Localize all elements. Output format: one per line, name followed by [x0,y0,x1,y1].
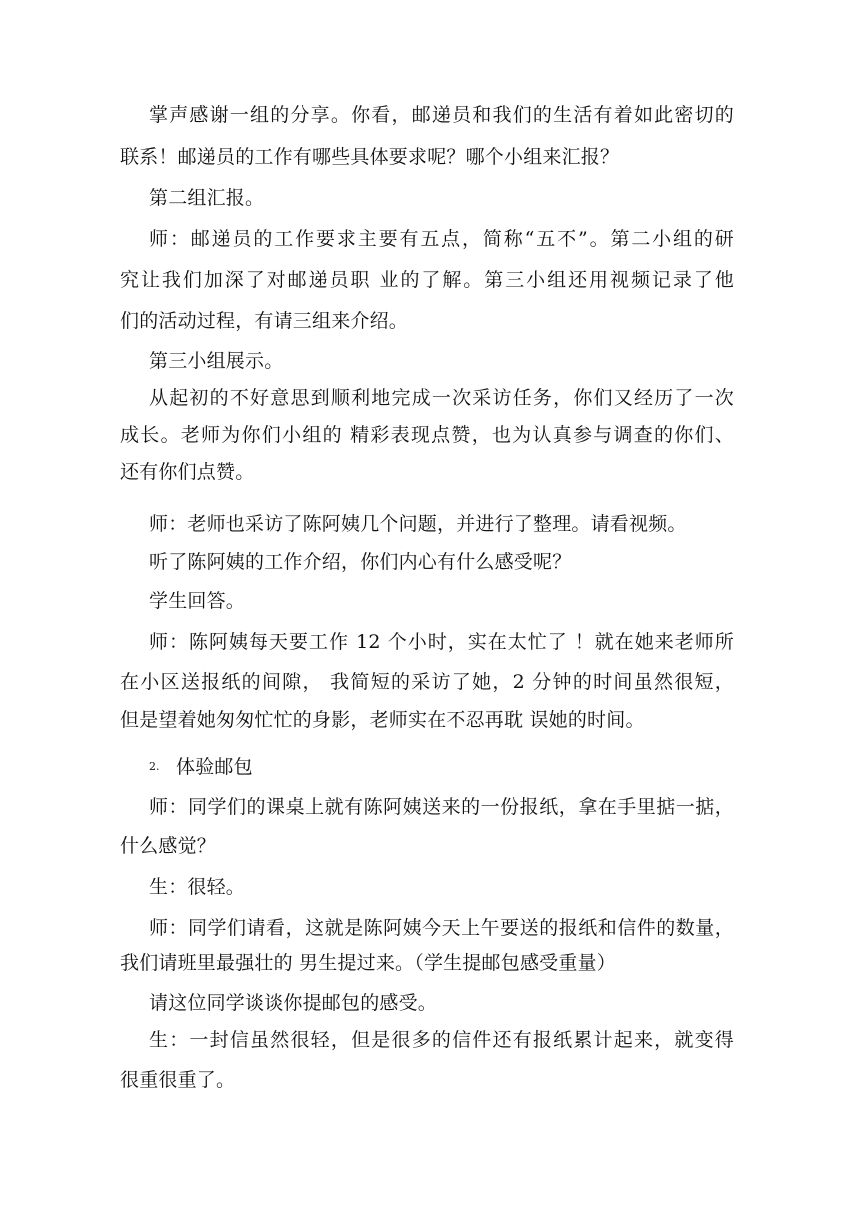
paragraph-line: 师：邮递员的工作要求主要有五点，简称“五不”。第二小组的研 [149,228,734,250]
paragraph-line: 什么感觉？ [120,835,217,857]
paragraph-line: 们的活动过程，有请三组来介绍。 [120,310,409,332]
paragraph-line: 师：同学们的课桌上就有陈阿姨送来的一份报纸，拿在手里掂一掂， [149,796,734,818]
paragraph-line: 师：同学们请看，这就是陈阿姨今天上午要送的报纸和信件的数量， [149,917,734,939]
paragraph-line: 听了陈阿姨的工作介绍，你们内心有什么感受呢？ [149,551,572,573]
paragraph-line: 联系！邮递员的工作有哪些具体要求呢？哪个小组来汇报？ [120,146,620,168]
paragraph-line: 学生回答。 [149,590,246,612]
paragraph-line: 师：陈阿姨每天要工作 12 个小时，实在太忙了 ！就在她来老师所 [149,631,734,653]
paragraph-line: 成长。老师为你们小组的 精彩表现点赞，也为认真参与调查的你们、 [120,424,734,446]
paragraph-line: 师：老师也采访了陈阿姨几个问题，并进行了整理。请看视频。 [149,513,687,535]
section-heading: 体验邮包 [176,756,253,778]
paragraph-line: 我们请班里最强壮的 男生提过来。（学生提邮包感受重量） [120,952,616,974]
list-number: 2. [149,760,160,773]
paragraph-line: 第二组汇报。 [149,187,265,209]
paragraph-line: 掌声感谢一组的分享。你看，邮递员和我们的生活有着如此密切的 [149,104,734,126]
paragraph-line: 第三小组展示。 [149,350,284,372]
paragraph-line: 请这位同学谈谈你提邮包的感受。 [149,992,438,1014]
paragraph-line: 生：很轻。 [149,876,246,898]
paragraph-line: 从起初的不好意思到顺利地完成一次采访任务，你们又经历了一次 [149,387,734,409]
paragraph-line: 究让我们加深了对邮递员职 业的了解。第三小组还用视频记录了他 [120,269,734,291]
paragraph-line: 但是望着她匆匆忙忙的身影，老师实在不忍再耽 误她的时间。 [120,709,645,731]
paragraph-line: 生：一封信虽然很轻，但是很多的信件还有报纸累计起来，就变得 [149,1029,734,1051]
paragraph-line: 还有你们点赞。 [120,461,255,483]
paragraph-line: 在小区送报纸的间隙， 我简短的采访了她，2 分钟的时间虽然很短， [120,671,734,693]
paragraph-line: 很重很重了。 [120,1069,236,1091]
